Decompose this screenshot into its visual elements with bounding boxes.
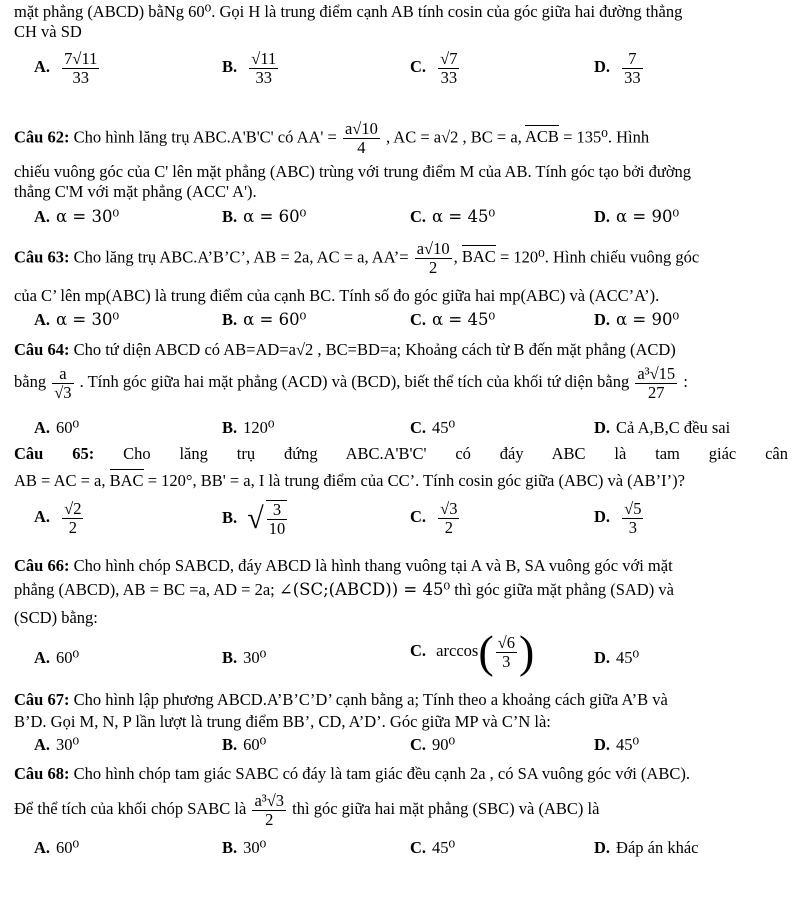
option-d[interactable] (594, 418, 730, 438)
option-b[interactable] (222, 648, 266, 668)
option-text: α = 30⁰ (56, 207, 120, 226)
question-number: Câu 65: (14, 444, 95, 463)
question-text: Cho hình lăng trụ ABC.A'B'C' có AA' = (73, 127, 337, 147)
question-text: AB = AC = a, (14, 471, 106, 490)
numerator: a³√15 (637, 363, 676, 383)
denominator: 2 (444, 518, 453, 537)
option-text: Đáp án khác (616, 838, 699, 857)
option-label: D. (594, 57, 611, 77)
option-a[interactable] (34, 838, 79, 858)
question-62 (14, 120, 788, 157)
option-label: C. (410, 735, 427, 754)
angle-label: ACB (525, 127, 559, 147)
text-line (14, 466, 788, 496)
option-text: 45⁰ (616, 648, 640, 667)
numerator: a√10 (344, 119, 378, 138)
option-label: D. (594, 735, 611, 754)
question-text: , AC = a√2 , BC = a, (385, 127, 522, 147)
option-a[interactable] (34, 648, 79, 668)
option-label: A. (34, 838, 51, 857)
option-label: B. (222, 57, 238, 77)
option-text: α = 45⁰ (432, 310, 496, 329)
option-a[interactable] (34, 310, 119, 330)
fraction (62, 50, 99, 87)
option-label: A. (34, 207, 51, 226)
text-line (14, 788, 788, 830)
option-text: α = 30⁰ (56, 310, 120, 329)
numerator: √5 (624, 499, 642, 518)
option-c[interactable] (410, 626, 535, 677)
option-label: C. (410, 57, 427, 77)
option-label: B. (222, 648, 238, 667)
angle-label: BAC (109, 471, 144, 490)
answer-options (0, 838, 800, 898)
fraction (635, 365, 677, 402)
option-label: B. (222, 735, 238, 754)
option-label: A. (34, 418, 51, 437)
option-a[interactable] (34, 735, 79, 755)
question-text: . Tính góc giữa hai mặt phẳng (ACD) và (BCD), biết thể tích của khối tứ diện bằng (79, 372, 630, 391)
option-text: α = 90⁰ (616, 207, 680, 226)
option-label: B. (222, 418, 238, 437)
question-text: = 120⁰. Hình chiếu vuông góc (499, 247, 700, 267)
text-line: chiếu vuông góc của C' lên mặt phẳng (ABC) trùng với trung điểm M của AB. Tính góc tạo bởi đường (14, 162, 692, 181)
fraction (438, 50, 459, 87)
question-66 (14, 556, 788, 576)
answer-options (0, 50, 800, 110)
question-text: = 120°, BB' = a, I là trung điểm của CC’. Tính cosin góc giữa (ABC) và (AB’I’)? (147, 471, 685, 490)
option-b[interactable] (222, 418, 275, 438)
option-label: A. (34, 507, 51, 527)
fraction (622, 50, 643, 87)
fraction (62, 500, 83, 537)
question-text: Cho lăng trụ đứng ABC.A'B'C' có đáy ABC là tam giác cân (123, 444, 789, 463)
text-line: CH và SD (14, 22, 82, 41)
option-text: 120⁰ (243, 418, 275, 437)
numerator: 7√11 (64, 49, 98, 68)
question-number: Câu 67: (14, 690, 70, 709)
numerator: a√10 (416, 239, 450, 258)
option-label: B. (222, 838, 238, 857)
option-label: B. (222, 310, 238, 329)
option-d[interactable] (594, 648, 639, 668)
numerator: √2 (64, 499, 82, 518)
option-c[interactable] (410, 418, 455, 438)
option-label: A. (34, 310, 51, 329)
denominator: 3 (502, 651, 511, 671)
option-c[interactable] (410, 838, 455, 858)
option-label: C. (410, 207, 427, 226)
option-b[interactable] (222, 207, 306, 227)
option-a[interactable] (34, 418, 79, 438)
option-text: α = 60⁰ (243, 207, 307, 226)
option-text: α = 90⁰ (616, 310, 680, 329)
option-text: 90⁰ (432, 735, 456, 754)
question-number: Câu 64: (14, 340, 70, 359)
numerator: 7 (622, 50, 643, 69)
option-label: C. (410, 310, 427, 329)
option-label: D. (594, 648, 611, 667)
option-label: A. (34, 57, 51, 77)
answer-options (0, 500, 800, 560)
option-text: 30⁰ (56, 735, 80, 754)
text-line: B’D. Gọi M, N, P lần lượt là trung điểm BB’, CD, A’D’. Góc giữa MP và C’N là: (14, 712, 551, 731)
question-text: thì góc giữa mặt phẳng (SAD) và (454, 580, 674, 599)
question-text: Cho hình chóp SABCD, đáy ABCD là hình thang vuông tại A và B, SA vuông góc với mặt (73, 556, 673, 575)
question-text: = 135⁰. Hình (563, 127, 650, 147)
option-label: D. (594, 507, 611, 527)
option-label: B. (222, 507, 238, 527)
question-number: Câu 66: (14, 556, 70, 575)
option-label: D. (594, 310, 611, 329)
option-b[interactable] (222, 838, 266, 858)
option-b[interactable] (222, 50, 280, 87)
question-text: Cho tứ diện ABCD có AB=AD=a√2 , BC=BD=a; Khoảng cách từ B đến mặt phẳng (ACD) (73, 340, 676, 359)
numerator: √11 (251, 49, 277, 68)
question-65 (14, 444, 788, 464)
question-68 (14, 764, 788, 784)
fraction (622, 500, 643, 537)
option-text: 60⁰ (56, 838, 80, 857)
option-text: α = 60⁰ (243, 310, 307, 329)
fraction (252, 792, 286, 829)
option-label: D. (594, 207, 611, 226)
option-c[interactable] (410, 207, 495, 227)
answer-options (0, 626, 800, 692)
option-text: 60⁰ (56, 418, 80, 437)
square-root: √ $\frac{3}{10}$ (247, 500, 286, 538)
option-label: A. (34, 648, 51, 667)
denominator: 33 (72, 68, 90, 87)
question-number: Câu 63: (14, 247, 70, 267)
denominator: 2 (68, 518, 77, 537)
paren-open: ( (478, 626, 494, 677)
denominator: 3 (628, 518, 637, 537)
question-text: thì góc giữa hai mặt phẳng (SBC) và (ABC) là (292, 799, 600, 818)
text-line: mặt phẳng (ABCD) bằNg 60⁰. Gọi H là trung điểm cạnh AB tính cosin của góc giữa hai đường thẳng (14, 2, 683, 21)
option-label: C. (410, 418, 427, 437)
numerator: 3 (267, 501, 288, 520)
denominator: √3 (54, 382, 72, 402)
question-67 (14, 690, 788, 710)
option-c[interactable] (410, 310, 495, 330)
denominator: 27 (648, 382, 665, 402)
option-text: α = 45⁰ (432, 207, 496, 226)
angle-label: BAC (461, 247, 496, 267)
question-number: Câu 62: (14, 127, 70, 147)
option-c[interactable] (410, 500, 461, 537)
denominator: 4 (357, 138, 366, 157)
option-d[interactable] (594, 838, 699, 858)
denominator: 33 (624, 68, 641, 87)
text-line: (SCD) bằng: (14, 608, 98, 627)
denominator: 33 (440, 68, 458, 87)
paren-close: ) (518, 626, 535, 677)
option-label: C. (410, 640, 427, 660)
fraction (249, 50, 278, 87)
question-text: Cho lăng trụ ABC.A’B’C’, AB = 2a, AC = a, AA’= (73, 247, 409, 267)
option-b[interactable] (222, 500, 289, 538)
option-text: 30⁰ (243, 648, 267, 667)
question-text: Cho hình lập phương ABCD.A’B’C’D’ cạnh bằng a; Tính theo a khoảng cách giữa A’B và (73, 690, 668, 709)
question-text: phẳng (ABCD), AB = BC =a, AD = 2a; (14, 580, 275, 599)
option-text: 45⁰ (432, 838, 456, 857)
denominator: 2 (429, 258, 438, 277)
fraction (266, 500, 288, 538)
denominator: 33 (255, 68, 272, 87)
question-text: Để thể tích của khối chóp SABC là (14, 799, 247, 818)
question-text: Cho hình chóp tam giác SABC có đáy là tam giác đều cạnh 2a , có SA vuông góc với (ABC). (73, 764, 690, 783)
option-text: arccos (436, 640, 479, 660)
denominator: 10 (268, 519, 286, 538)
text-line: của C’ lên mp(ABC) là trung điểm của cạnh BC. Tính số đo góc giữa hai mp(ABC) và (ACC’A’). (14, 286, 660, 305)
fraction (415, 240, 452, 277)
numerator: a³√3 (254, 790, 285, 810)
numerator: a (52, 365, 73, 384)
text-line (14, 580, 788, 600)
option-a[interactable] (34, 50, 101, 87)
option-d[interactable] (594, 310, 679, 330)
question-63: Câu 63: Cho lăng trụ ABC.A’B’C’, AB = 2a, AC = a, AA’= $\frac{a√10}{2}$ , BAC = 120⁰. Hình chiếu vuông góc (14, 239, 700, 277)
numerator: √6 (497, 632, 515, 652)
option-d[interactable] (594, 735, 639, 755)
option-label: D. (594, 418, 611, 437)
fraction (496, 634, 517, 671)
option-label: D. (594, 838, 611, 857)
option-c[interactable] (410, 50, 461, 87)
option-b[interactable] (222, 310, 306, 330)
option-label: B. (222, 207, 238, 226)
option-text: 45⁰ (432, 418, 456, 437)
option-label: C. (410, 838, 427, 857)
numerator: √3 (440, 499, 458, 518)
option-text: 45⁰ (616, 735, 640, 754)
text-line (14, 364, 788, 402)
denominator: 2 (265, 809, 274, 829)
numerator: √7 (440, 49, 458, 68)
option-d[interactable] (594, 500, 645, 537)
option-text: 60⁰ (243, 735, 267, 754)
option-text: Cả A,B,C đều sai (616, 418, 731, 437)
option-a[interactable] (34, 207, 119, 227)
fraction (438, 500, 459, 537)
option-d[interactable] (594, 50, 645, 87)
option-label: A. (34, 735, 51, 754)
question-64 (14, 340, 788, 360)
question-text: bằng (14, 372, 47, 391)
question-text: : (683, 372, 688, 391)
option-label: C. (410, 507, 427, 527)
math-expression: ∠(SC;(ABCD)) = 45⁰ (278, 580, 451, 599)
fraction (52, 365, 73, 402)
option-c[interactable] (410, 735, 455, 755)
option-b[interactable] (222, 735, 266, 755)
option-a[interactable] (34, 500, 85, 537)
text-line: thẳng C'M với mặt phẳng (ACC' A'). (14, 182, 257, 201)
option-text: 30⁰ (243, 838, 267, 857)
question-number: Câu 68: (14, 764, 70, 783)
fraction (343, 120, 380, 157)
option-text: 60⁰ (56, 648, 80, 667)
option-d[interactable] (594, 207, 679, 227)
